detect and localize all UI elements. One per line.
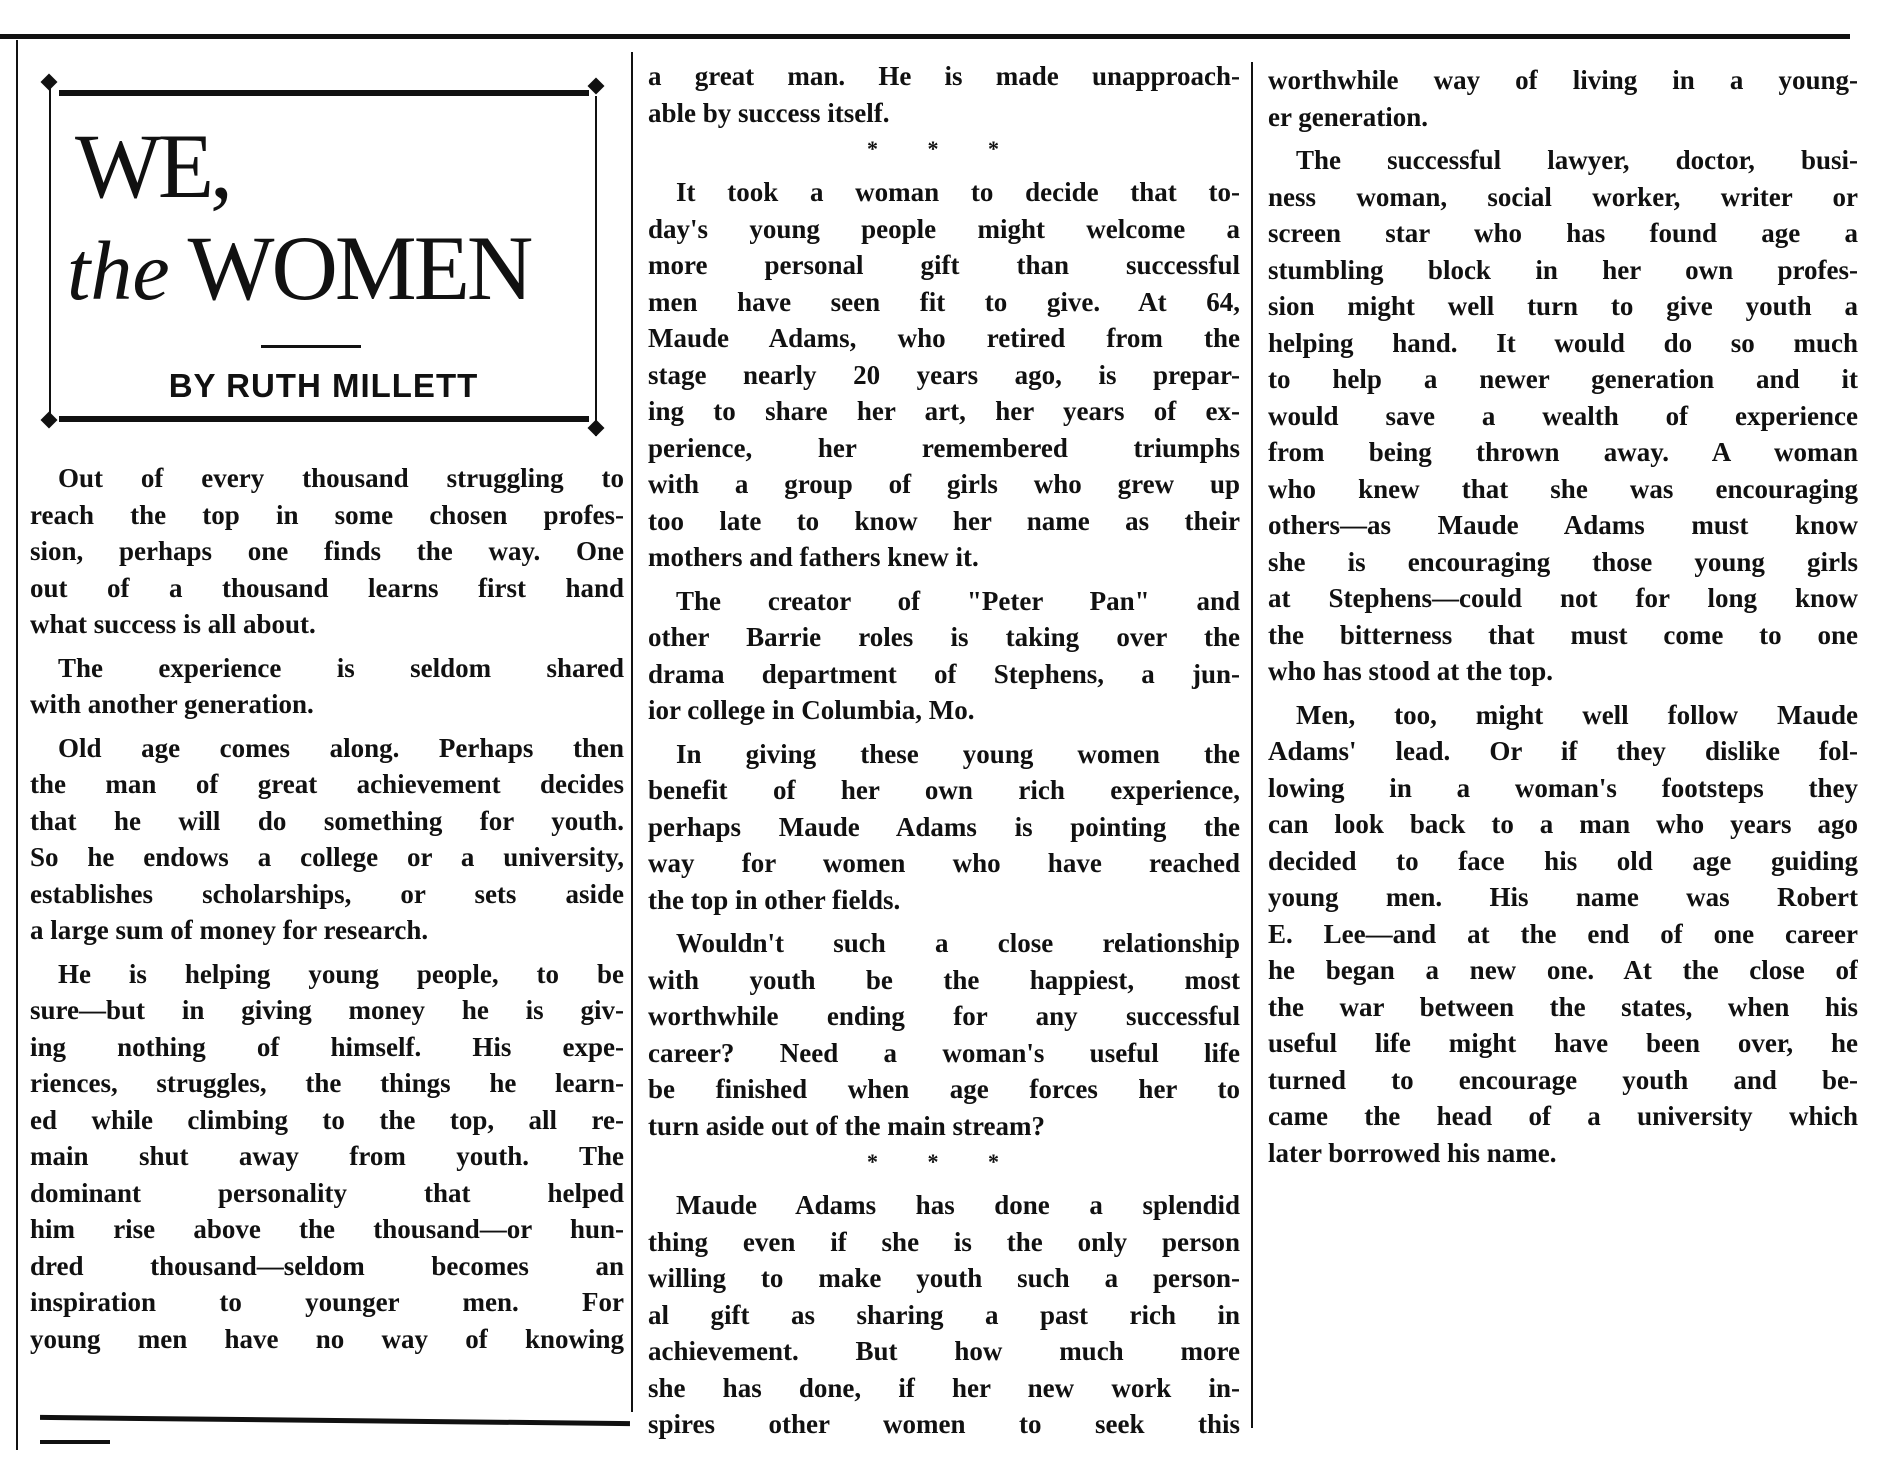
box-bottom-rule <box>59 416 589 422</box>
text-line: came the head of a university which <box>1268 1101 1858 1131</box>
text-line: able by success itself. <box>648 97 890 128</box>
column-title-the-women <box>67 217 531 319</box>
text-line: other Barrie roles is taking over the <box>648 622 1240 652</box>
text-line: at Stephens—could not for long know <box>1268 583 1858 613</box>
text-line: spires other women to seek this <box>648 1409 1240 1439</box>
text-line: Men, too, might well follow Maude <box>1296 699 1858 730</box>
text-line: It took a woman to decide that to- <box>676 177 1240 207</box>
text-line: The creator of "Peter Pan" and <box>676 585 1240 616</box>
text-line: So he endows a college or a university, <box>30 842 624 872</box>
text-line: achievement. But how much more <box>648 1336 1240 1366</box>
text-line: Wouldn't such a close relationship <box>676 928 1240 958</box>
text-line: Out of every thousand struggling to <box>58 463 624 493</box>
text-line: perience, her remembered triumphs <box>648 432 1240 463</box>
text-line: inspiration to younger men. For <box>30 1287 624 1317</box>
text-line: ior college in Columbia, Mo. <box>648 695 975 725</box>
box-top-rule <box>59 90 589 96</box>
text-line: worthwhile ending for any successful <box>648 1001 1240 1031</box>
text-line: dominant personality that helped <box>30 1177 624 1208</box>
text-line: Adams' lead. Or if they dislike fol- <box>1268 736 1858 766</box>
article-paragraph <box>648 174 1240 576</box>
text-line: thing even if she is the only person <box>648 1226 1240 1257</box>
text-line: with a group of girls who grew up <box>648 469 1240 499</box>
text-line: that he will do something for youth. <box>30 805 624 836</box>
column-title-we: WE, <box>75 115 230 217</box>
text-line: the top in other fields. <box>648 884 901 915</box>
section-separator: * * * <box>867 1149 1021 1174</box>
text-line: day's young people might welcome a <box>648 213 1240 244</box>
text-line: turn aside out of the main stream? <box>648 1110 1045 1141</box>
text-line: The successful lawyer, doctor, busi- <box>1296 145 1858 175</box>
text-line: Maude Adams has done a splendid <box>676 1190 1240 1220</box>
text-line: he began a new one. At the close of <box>1268 955 1858 985</box>
text-line: ness woman, social worker, writer or <box>1268 181 1858 212</box>
text-line: who knew that she was encouraging <box>1268 473 1858 504</box>
text-line: what success is all about. <box>30 609 316 639</box>
text-line: the man of great achievement decides <box>30 769 624 799</box>
article-paragraph <box>30 730 624 949</box>
text-line: she has done, if her new work in- <box>648 1372 1240 1403</box>
text-line: with another generation. <box>30 689 314 719</box>
text-line: establishes scholarships, or sets aside <box>30 878 624 909</box>
text-line: screen star who has found age a <box>1268 218 1858 248</box>
article-column-2 <box>648 58 1240 1443</box>
text-line: a great man. He is made unapproach- <box>648 61 1240 91</box>
article-paragraph <box>30 650 624 723</box>
text-line: E. Lee—and at the end of one career <box>1268 918 1858 949</box>
text-line: too late to know her name as their <box>648 505 1240 536</box>
top-rule <box>0 34 1850 39</box>
text-line: the war between the states, when his <box>1268 991 1858 1022</box>
text-line: In giving these young women the <box>676 738 1240 769</box>
article-paragraph <box>648 736 1240 919</box>
text-line: way for women who have reached <box>648 848 1240 878</box>
text-line: benefit of her own rich experience, <box>648 775 1240 805</box>
text-line: riences, struggles, the things he learn- <box>30 1068 624 1098</box>
article-column-1 <box>30 460 624 1357</box>
text-line: ed while climbing to the top, all re- <box>30 1104 624 1135</box>
column-title-women: WOMEN <box>187 217 531 319</box>
article-column-3 <box>1268 62 1858 1171</box>
text-line: drama department of Stephens, a jun- <box>648 658 1240 689</box>
text-line: can look back to a man who years ago <box>1268 809 1858 839</box>
text-line: to help a newer generation and it <box>1268 364 1858 394</box>
text-line: willing to make youth such a person- <box>648 1263 1240 1293</box>
article-paragraph <box>30 460 624 643</box>
title-byline-divider <box>261 345 361 348</box>
text-line: young men. His name was Robert <box>1268 882 1858 912</box>
text-line: with youth be the happiest, most <box>648 964 1240 995</box>
text-line: reach the top in some chosen profes- <box>30 499 624 530</box>
left-margin-rule <box>16 40 18 1450</box>
article-paragraph <box>1268 62 1858 135</box>
text-line: helping hand. It would do so much <box>1268 327 1858 358</box>
diamond-ornament-icon <box>41 412 58 429</box>
text-line: from being thrown away. A woman <box>1268 437 1858 467</box>
text-line: Maude Adams, who retired from the <box>648 323 1240 353</box>
text-line: the bitterness that must come to one <box>1268 619 1858 650</box>
column-title-the: the <box>67 225 170 318</box>
text-line: ing to share her art, her years of ex- <box>648 396 1240 426</box>
text-line: would save a wealth of experience <box>1268 400 1858 431</box>
article-paragraph <box>648 58 1240 131</box>
text-line: He is helping young people, to be <box>58 958 624 989</box>
text-line: more personal gift than successful <box>648 250 1240 280</box>
column-divider-1 <box>631 52 633 1412</box>
text-line: perhaps Maude Adams is pointing the <box>648 811 1240 842</box>
article-paragraph <box>648 1187 1240 1443</box>
diamond-ornament-icon <box>588 420 605 437</box>
text-line: decided to face his old age guiding <box>1268 845 1858 876</box>
bottom-rule-short <box>40 1440 110 1444</box>
diamond-ornament-icon <box>588 78 605 95</box>
text-line: others—as Maude Adams must know <box>1268 510 1858 540</box>
text-line: stage nearly 20 years ago, is prepar- <box>648 359 1240 390</box>
text-line: sion might well turn to give youth a <box>1268 291 1858 321</box>
text-line: out of a thousand learns first hand <box>30 572 624 603</box>
text-line: him rise above the thousand—or hun- <box>30 1214 624 1244</box>
text-line: stumbling block in her own profes- <box>1268 254 1858 285</box>
text-line: who has stood at the top. <box>1268 656 1554 686</box>
bottom-rule <box>40 1415 630 1426</box>
article-paragraph <box>30 956 624 1358</box>
diamond-ornament-icon <box>41 74 58 91</box>
text-line: turned to encourage youth and be- <box>1268 1064 1858 1095</box>
byline: BY RUTH MILLETT <box>168 367 479 404</box>
text-line: worthwhile way of living in a young- <box>1268 65 1858 95</box>
text-line: lowing in a woman's footsteps they <box>1268 772 1858 803</box>
text-line: main shut away from youth. The <box>30 1141 624 1171</box>
column-heading-box <box>45 72 602 433</box>
article-paragraph <box>1268 142 1858 690</box>
text-line: Old age comes along. Perhaps then <box>58 732 624 763</box>
text-line: career? Need a woman's useful life <box>648 1037 1240 1068</box>
text-line: sure—but in giving money he is giv- <box>30 995 624 1025</box>
article-paragraph <box>1268 697 1858 1172</box>
text-line: ing nothing of himself. His expe- <box>30 1031 624 1062</box>
text-line: later borrowed his name. <box>1268 1137 1557 1168</box>
text-line: be finished when age forces her to <box>648 1074 1240 1104</box>
text-line: useful life might have been over, he <box>1268 1028 1858 1058</box>
article-paragraph <box>648 583 1240 729</box>
text-line: mothers and fathers knew it. <box>648 542 979 572</box>
text-line: men have seen fit to give. At 64, <box>648 286 1240 317</box>
text-line: sion, perhaps one finds the way. One <box>30 536 624 566</box>
text-line: young men have no way of knowing <box>30 1323 624 1354</box>
article-paragraph <box>648 925 1240 1144</box>
text-line: er generation. <box>1268 101 1428 132</box>
text-line: she is encouraging those young girls <box>1268 546 1858 577</box>
text-line: al gift as sharing a past rich in <box>648 1299 1240 1330</box>
column-divider-2 <box>1251 62 1253 1428</box>
text-line: a large sum of money for research. <box>30 915 429 945</box>
text-line: The experience is seldom shared <box>58 652 624 683</box>
section-separator: * * * <box>867 136 1021 161</box>
text-line: dred thousand—seldom becomes an <box>30 1250 624 1281</box>
